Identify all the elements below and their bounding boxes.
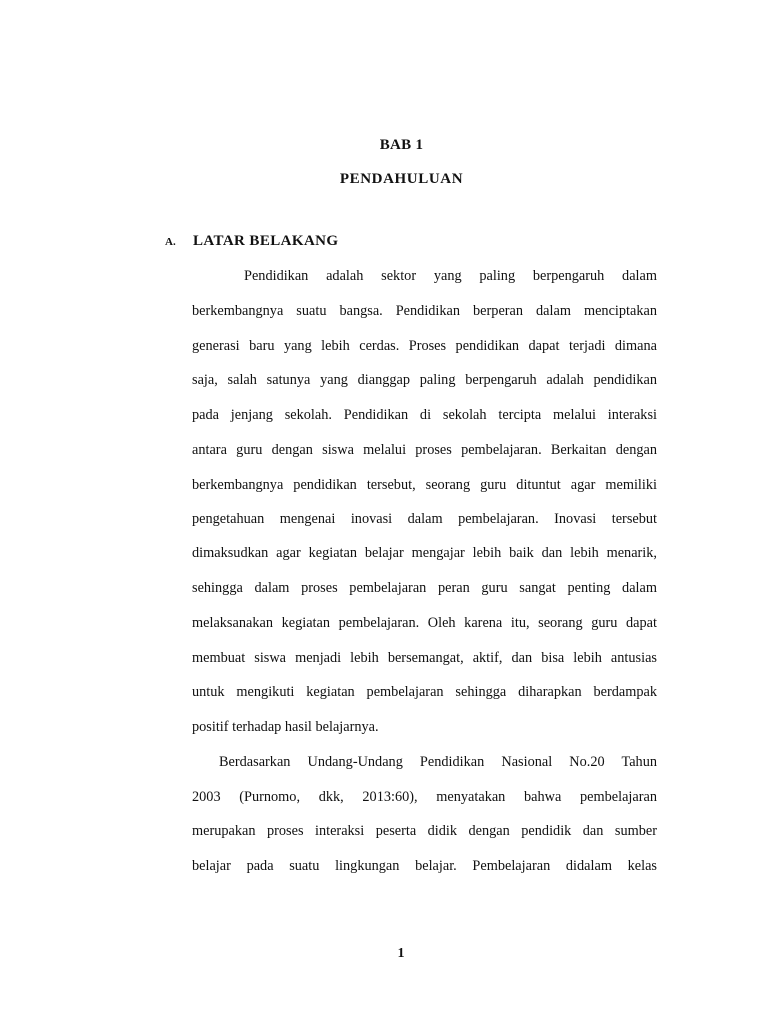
page-number: 1 bbox=[397, 946, 405, 961]
section-heading: LATAR BELAKANG bbox=[193, 233, 339, 249]
text-line: pengetahuan mengenai inovasi dalam pembelajaran. Inovasi tersebut bbox=[192, 511, 657, 527]
text-line: antara guru dengan siswa melalui proses pembelajaran. Berkaitan dengan bbox=[192, 442, 657, 458]
text-line: belajar pada suatu lingkungan belajar. Pembelajaran didalam kelas bbox=[192, 858, 657, 874]
text-line: dimaksudkan agar kegiatan belajar mengajar lebih baik dan lebih menarik, bbox=[192, 545, 657, 561]
text-line: 2003 (Purnomo, dkk, 2013:60), menyatakan bahwa pembelajaran bbox=[192, 789, 657, 805]
text-line: untuk mengikuti kegiatan pembelajaran sehingga diharapkan berdampak bbox=[192, 684, 657, 700]
text-line: generasi baru yang lebih cerdas. Proses pendidikan dapat terjadi dimana bbox=[192, 338, 657, 354]
text-line: pada jenjang sekolah. Pendidikan di sekolah tercipta melalui interaksi bbox=[192, 407, 657, 423]
section-letter: A. bbox=[165, 236, 176, 248]
text-line: berkembangnya pendidikan tersebut, seorang guru dituntut agar memiliki bbox=[192, 477, 657, 493]
text-line: melaksanakan kegiatan pembelajaran. Oleh karena itu, seorang guru dapat bbox=[192, 615, 657, 631]
text-line: Pendidikan adalah sektor yang paling berpengaruh dalam bbox=[244, 268, 657, 284]
chapter-title: PENDAHULUAN bbox=[339, 171, 464, 187]
text-line: Berdasarkan Undang-Undang Pendidikan Nasional No.20 Tahun bbox=[219, 754, 657, 770]
text-line: saja, salah satunya yang dianggap paling berpengaruh adalah pendidikan bbox=[192, 372, 657, 388]
chapter-number: BAB 1 bbox=[379, 137, 424, 153]
text-line: membuat siswa menjadi lebih bersemangat, aktif, dan bisa lebih antusias bbox=[192, 650, 657, 666]
text-line: merupakan proses interaksi peserta didik dengan pendidik dan sumber bbox=[192, 823, 657, 839]
text-line: berkembangnya suatu bangsa. Pendidikan berperan dalam menciptakan bbox=[192, 303, 657, 319]
text-line: sehingga dalam proses pembelajaran peran guru sangat penting dalam bbox=[192, 580, 657, 596]
text-line: positif terhadap hasil belajarnya. bbox=[192, 719, 379, 735]
